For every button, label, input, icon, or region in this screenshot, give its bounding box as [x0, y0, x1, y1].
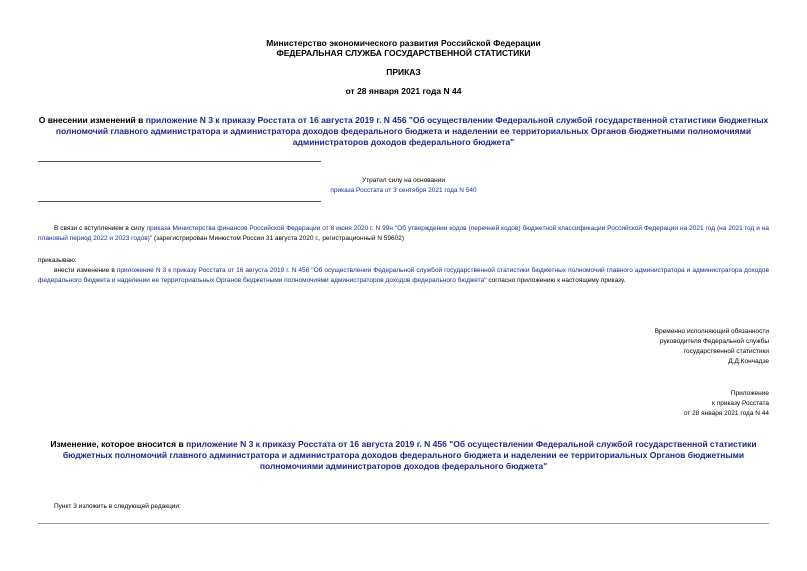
status-line: Утратил силу на основании — [361, 177, 446, 184]
p2-link[interactable]: приложение N 3 к приказу Росстата от 16 августа 2019 г. N 456 "Об осуществлении Федеральной службой государственной статистики бюджетных полномочий главного администратора и администратора доходов федерального бюджета и наделении ее территориальных Органов бюджетными полномочиями администраторов доходов федерального бюджета" — [38, 267, 770, 284]
divider — [38, 523, 769, 524]
service-name: ФЕДЕРАЛЬНАЯ СЛУЖБА ГОСУДАРСТВЕННОЙ СТАТИСТИКИ — [276, 48, 531, 58]
signatory-name: Д.Д.Кончадзе — [728, 358, 769, 365]
p2-text: внести изменение в — [54, 267, 117, 274]
p1-link[interactable]: приказа Министерства финансов Российской Федерации от 8 июня 2020 г. N 99н "Об утверждении кодов (перечней кодов) бюджетной классификации Российской Федерации на 2021 год (на 2021 год и на плановый период 2022 и 2023 годов)" — [38, 225, 769, 242]
status-link[interactable]: приказа Росстата от 3 сентября 2021 года N 540 — [330, 187, 477, 194]
doc-type: ПРИКАЗ — [386, 67, 421, 77]
signature-block — [655, 327, 769, 367]
change-title — [48, 439, 759, 472]
signature-line: Временно исполняющий обязанности — [654, 328, 769, 335]
appendix-block — [684, 389, 769, 419]
doc-date: от 28 января 2021 года N 44 — [345, 86, 462, 96]
paragraph-order — [38, 266, 769, 286]
signature-line: руководителя Федеральной службы — [659, 338, 769, 345]
appendix-line: Приложение — [730, 390, 769, 397]
document-title — [38, 115, 769, 148]
change-title-prefix: Изменение, которое вносится в — [50, 439, 187, 449]
title-prefix: О внесении изменений в — [38, 115, 146, 125]
p2-text-end: согласно приложению к настоящему приказу. — [486, 277, 626, 284]
status-link-wrap — [0, 186, 807, 195]
appendix-line: от 28 января 2021 года N 44 — [683, 410, 769, 417]
p1-text: В связи с вступлением в силу — [54, 225, 147, 232]
divider — [38, 161, 321, 162]
footer-text: Пункт 3 изложить в следующей редакции: — [54, 503, 181, 510]
divider — [38, 201, 321, 202]
paragraph-basis — [38, 224, 769, 244]
signature-line: государственной статистики — [683, 348, 769, 355]
appendix-line: к приказу Росстата — [712, 400, 769, 407]
ministry-name: Министерство экономического развития Российской Федерации — [266, 38, 541, 48]
order-word: приказываю: — [38, 257, 77, 264]
change-title-link[interactable]: приложение N 3 к приказу Росстата от 16 августа 2019 г. N 456 "Об осуществлении Федеральной службой государственной статистики бюджетных полномочий главного администратора и администратора доходов федерального бюджета и наделении ее территориальных Органов бюджетными полномочиями администраторов доходов федерального бюджета" — [62, 439, 757, 471]
title-link[interactable]: приложение N 3 к приказу Росстата от 16 августа 2019 г. N 456 "Об осуществлении Федеральной службой государственной статистики бюджетных полномочий главного администратора и администратора доходов федерального бюджета и наделении ее территориальных Органов бюджетными полномочиями администраторов доходов федерального бюджета" — [55, 115, 769, 147]
p1-text-end: (зарегистрирован Минюстом России 31 августа 2020 г., регистрационный N 59602) — [152, 235, 405, 242]
